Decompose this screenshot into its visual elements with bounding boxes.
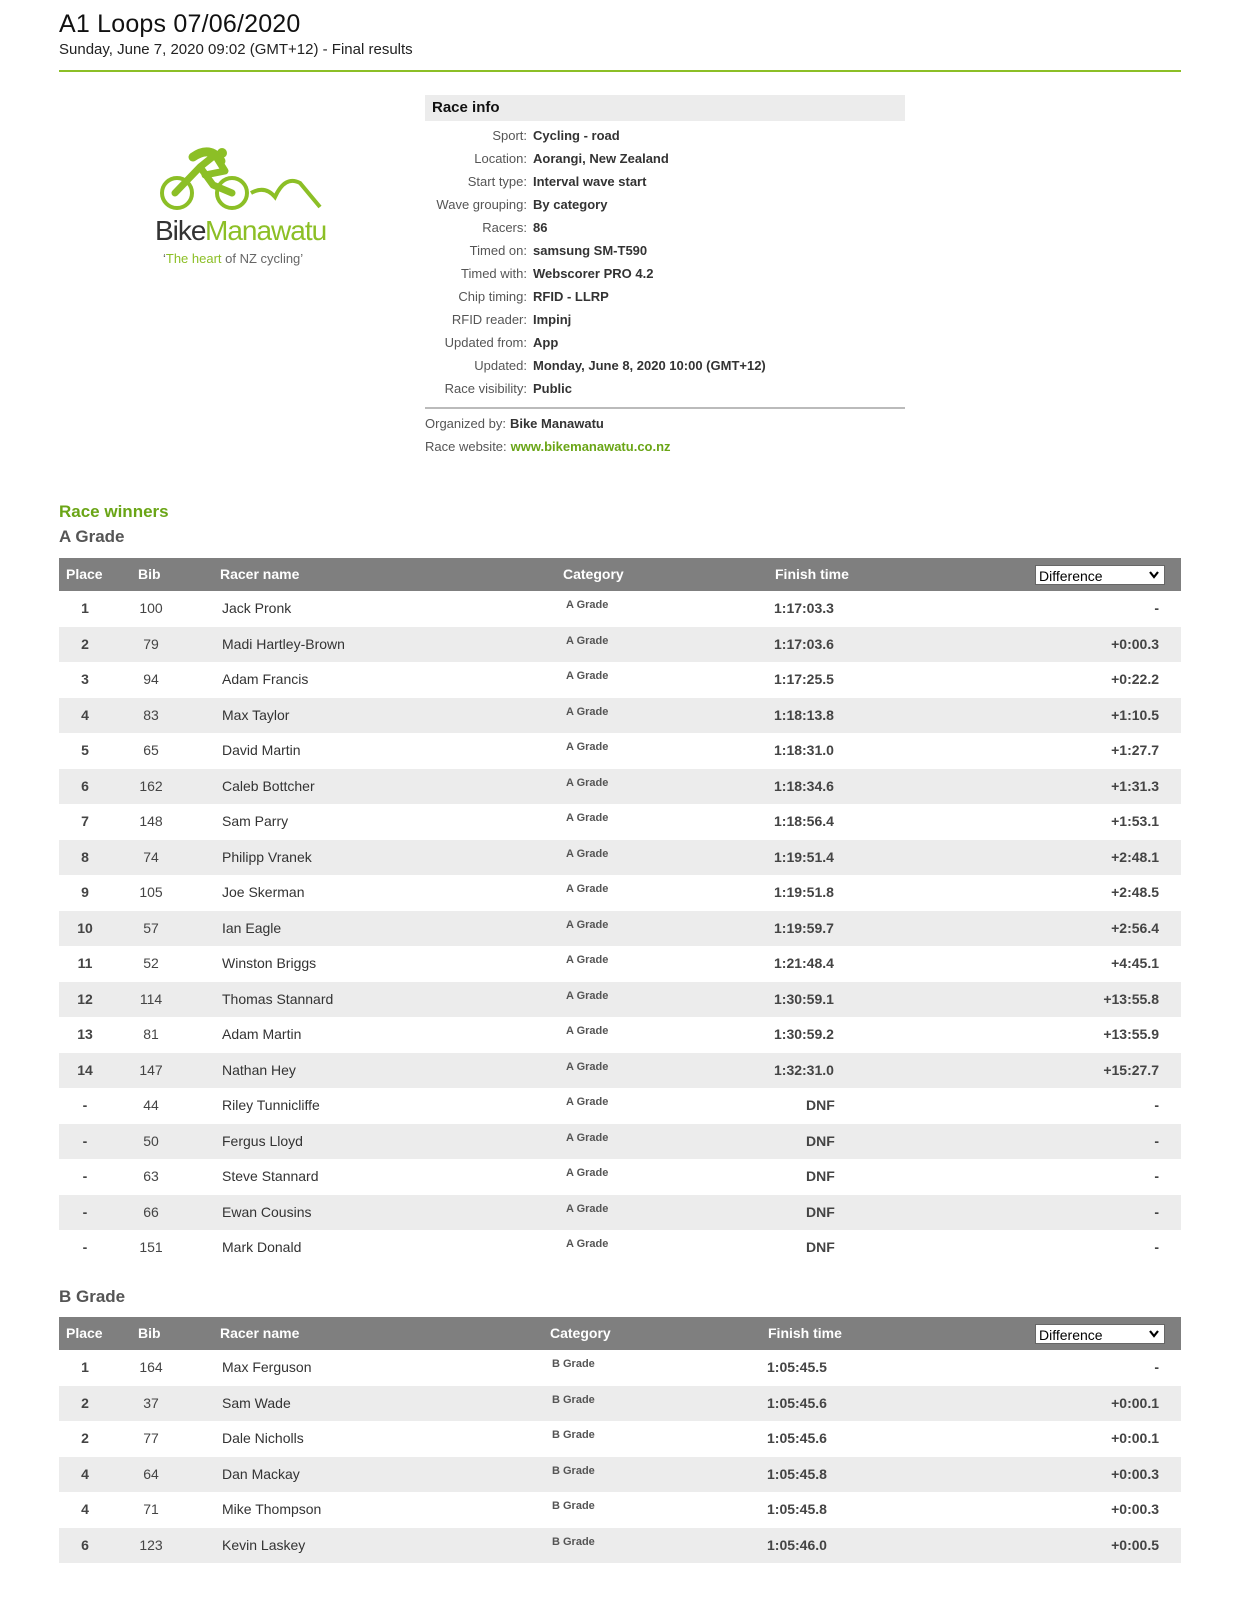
finish-time-cell: 1:17:03.6 — [774, 635, 834, 652]
race-info-label: Wave grouping: — [436, 197, 527, 212]
grade-title: B Grade — [59, 1287, 126, 1306]
racer-name-cell: Jack Pronk — [222, 600, 292, 616]
finish-time-cell: DNF — [806, 1132, 835, 1149]
race-info-label: Timed with: — [461, 266, 527, 281]
category-cell: A Grade — [566, 847, 609, 860]
category-cell: B Grade — [552, 1393, 595, 1406]
racer-name-cell: Adam Martin — [222, 1026, 302, 1042]
bib-cell: 83 — [143, 706, 159, 723]
racer-name-cell: Caleb Bottcher — [222, 777, 315, 794]
finish-time-cell: DNF — [806, 1097, 835, 1113]
difference-cell: +15:27.7 — [1103, 1061, 1159, 1078]
col-header-category[interactable]: Category — [563, 566, 624, 582]
category-cell: A Grade — [566, 918, 609, 931]
race-winners-heading: Race winners — [59, 502, 169, 521]
category-cell: A Grade — [566, 883, 609, 895]
finish-time-cell: 1:18:13.8 — [774, 706, 834, 723]
place-cell: 2 — [81, 1394, 89, 1411]
bib-cell: 147 — [139, 1061, 163, 1078]
place-cell: - — [82, 1097, 88, 1113]
table-row[interactable] — [59, 1159, 1181, 1195]
category-cell: A Grade — [566, 776, 609, 789]
racer-name-cell: Max Taylor — [222, 706, 290, 723]
race-info-value: samsung SM-T590 — [533, 243, 648, 258]
col-header-racer-name[interactable]: Racer name — [220, 566, 300, 582]
bib-cell: 66 — [143, 1203, 159, 1220]
place-cell: 7 — [81, 813, 89, 829]
page-title: A1 Loops 07/06/2020 — [59, 10, 301, 38]
place-cell: 2 — [81, 635, 89, 652]
race-info-label: Start type: — [467, 174, 527, 189]
difference-cell: +0:00.3 — [1111, 635, 1159, 652]
table-header — [59, 1317, 1181, 1350]
race-info-row — [425, 170, 905, 193]
place-cell: 1 — [81, 600, 89, 616]
race-info-panel — [425, 95, 905, 458]
race-info-divider — [425, 407, 905, 409]
racer-name-cell: Winston Briggs — [222, 955, 317, 971]
table-row[interactable] — [59, 840, 1181, 876]
race-info-row — [425, 354, 905, 377]
col-header-finish-time[interactable]: Finish time — [768, 1325, 842, 1341]
bib-cell: 105 — [139, 884, 163, 900]
race-info-label: Timed on: — [469, 243, 527, 258]
table-row[interactable] — [59, 591, 1181, 627]
category-cell: B Grade — [552, 1429, 595, 1441]
category-cell: A Grade — [566, 1096, 609, 1108]
col-header-bib[interactable]: Bib — [138, 566, 161, 582]
bike-manawatu-logo — [155, 145, 330, 270]
table-row[interactable] — [59, 1088, 1181, 1124]
difference-cell: +0:00.3 — [1111, 1501, 1159, 1517]
racer-name-cell: Adam Francis — [222, 671, 309, 687]
difference-cell: - — [1154, 1239, 1159, 1255]
racer-name-cell: Madi Hartley-Brown — [222, 635, 345, 652]
finish-time-cell: 1:18:31.0 — [774, 742, 834, 758]
race-info-label: Updated: — [474, 358, 527, 373]
difference-cell: +13:55.8 — [1103, 990, 1159, 1007]
table-row[interactable] — [59, 1457, 1181, 1493]
race-website-link[interactable]: www.bikemanawatu.co.nz — [510, 439, 671, 454]
race-info-row — [425, 308, 905, 331]
race-info-label: RFID reader: — [451, 312, 527, 327]
category-cell: A Grade — [566, 1238, 609, 1250]
place-cell: 10 — [77, 919, 93, 936]
place-cell: - — [82, 1132, 88, 1149]
category-cell: A Grade — [566, 812, 609, 824]
organized-by-value: Bike Manawatu — [509, 416, 604, 431]
finish-time-cell: 1:05:45.8 — [767, 1501, 827, 1517]
difference-cell: +1:27.7 — [1111, 742, 1159, 758]
table-row[interactable] — [59, 1230, 1181, 1266]
race-info-value: Webscorer PRO 4.2 — [533, 266, 654, 281]
finish-time-cell: 1:19:51.4 — [774, 848, 834, 865]
difference-select[interactable] — [1035, 565, 1165, 585]
racer-name-cell: Max Ferguson — [222, 1359, 312, 1375]
difference-cell: +1:53.1 — [1111, 813, 1159, 829]
race-info-value: By category — [533, 197, 608, 212]
table-row[interactable] — [59, 1421, 1181, 1457]
category-cell: A Grade — [566, 1202, 609, 1215]
bib-cell: 37 — [143, 1394, 159, 1411]
bib-cell: 123 — [139, 1536, 163, 1553]
race-info-row — [425, 377, 905, 400]
finish-time-cell: 1:05:45.6 — [767, 1394, 827, 1411]
category-cell: B Grade — [552, 1535, 595, 1548]
racer-name-cell: Philipp Vranek — [222, 848, 312, 865]
col-header-category[interactable]: Category — [550, 1325, 611, 1341]
race-info-label: Chip timing: — [458, 289, 527, 304]
category-cell: A Grade — [566, 705, 609, 718]
category-cell: A Grade — [566, 1131, 609, 1144]
difference-cell: +13:55.9 — [1103, 1026, 1159, 1042]
race-info-value: Interval wave start — [533, 174, 647, 189]
difference-cell: - — [1154, 1359, 1159, 1375]
difference-select-value: Difference — [1039, 1327, 1103, 1343]
table-row[interactable] — [59, 982, 1181, 1018]
race-info-label: Racers: — [482, 220, 527, 235]
place-cell: 6 — [81, 777, 89, 794]
racer-name-cell: Fergus Lloyd — [222, 1132, 303, 1149]
difference-select-value: Difference — [1039, 568, 1103, 584]
bib-cell: 164 — [139, 1359, 163, 1375]
finish-time-cell: 1:30:59.1 — [774, 990, 834, 1007]
difference-cell: +1:31.3 — [1111, 777, 1159, 794]
difference-cell: - — [1154, 1203, 1159, 1220]
finish-time-cell: 1:17:25.5 — [774, 671, 834, 687]
race-info-value: 86 — [533, 220, 548, 235]
chevron-down-icon — [1148, 566, 1160, 589]
category-cell: A Grade — [566, 1167, 609, 1179]
difference-cell: +0:00.3 — [1111, 1465, 1159, 1482]
table-row[interactable] — [59, 1124, 1181, 1160]
racer-name-cell: Mark Donald — [222, 1239, 302, 1255]
difference-cell: +0:22.2 — [1111, 671, 1159, 687]
bib-cell: 52 — [143, 955, 159, 971]
finish-time-cell: DNF — [806, 1203, 835, 1220]
racer-name-cell: Mike Thompson — [222, 1501, 322, 1517]
finish-time-cell: 1:17:03.3 — [774, 600, 834, 616]
difference-cell: +4:45.1 — [1111, 955, 1159, 971]
place-cell: - — [82, 1239, 88, 1255]
finish-time-cell: 1:18:56.4 — [774, 813, 834, 829]
table-row[interactable] — [59, 698, 1181, 734]
place-cell: 4 — [81, 1501, 89, 1517]
bib-cell: 65 — [143, 742, 159, 758]
category-cell: A Grade — [566, 741, 609, 753]
grade-title: A Grade — [59, 527, 125, 546]
col-header-bib[interactable]: Bib — [138, 1325, 161, 1341]
race-info-row — [425, 239, 905, 262]
race-info-value: Cycling - road — [533, 128, 620, 143]
place-cell: 2 — [81, 1430, 89, 1446]
table-row[interactable] — [59, 769, 1181, 805]
bib-cell: 77 — [143, 1430, 159, 1446]
race-info-value: Public — [533, 381, 573, 396]
table-row[interactable] — [59, 1350, 1181, 1386]
difference-cell: - — [1154, 1097, 1159, 1113]
table-row[interactable] — [59, 946, 1181, 982]
finish-time-cell: 1:18:34.6 — [774, 777, 834, 794]
category-cell: B Grade — [552, 1464, 595, 1477]
page-subtitle: Sunday, June 7, 2020 09:02 (GMT+12) - Final results — [59, 41, 413, 58]
category-cell: A Grade — [566, 599, 609, 611]
bib-cell: 162 — [139, 777, 163, 794]
race-info-value: Aorangi, New Zealand — [533, 151, 669, 166]
finish-time-cell: 1:32:31.0 — [774, 1061, 834, 1078]
racer-name-cell: Steve Stannard — [222, 1168, 319, 1184]
finish-time-cell: DNF — [806, 1168, 835, 1184]
place-cell: 9 — [81, 884, 89, 900]
bib-cell: 151 — [139, 1239, 163, 1255]
racer-name-cell: David Martin — [222, 742, 301, 758]
bib-cell: 74 — [143, 848, 159, 865]
difference-cell: - — [1154, 600, 1159, 616]
race-info-label: Sport: — [492, 128, 527, 143]
place-cell: 14 — [77, 1061, 93, 1078]
place-cell: 11 — [77, 955, 93, 971]
table-row[interactable] — [59, 1528, 1181, 1564]
racer-name-cell: Kevin Laskey — [222, 1536, 306, 1553]
racer-name-cell: Dan Mackay — [222, 1465, 300, 1482]
race-info-label: Race visibility: — [444, 381, 527, 396]
finish-time-cell: DNF — [806, 1239, 835, 1255]
difference-cell: +0:00.1 — [1111, 1430, 1159, 1446]
bib-cell: 94 — [143, 671, 159, 687]
race-info-value: Impinj — [533, 312, 572, 327]
col-header-finish-time[interactable]: Finish time — [775, 566, 849, 582]
place-cell: 6 — [81, 1536, 89, 1553]
race-info-row — [425, 147, 905, 170]
chevron-down-icon — [1148, 1325, 1160, 1348]
race-info-row — [425, 262, 905, 285]
place-cell: 13 — [77, 1026, 93, 1042]
race-info-row — [425, 216, 905, 239]
bib-cell: 81 — [143, 1026, 159, 1042]
place-cell: - — [82, 1168, 88, 1184]
racer-name-cell: Ewan Cousins — [222, 1203, 312, 1220]
racer-name-cell: Sam Parry — [222, 813, 289, 829]
racer-name-cell: Thomas Stannard — [222, 990, 334, 1007]
place-cell: 12 — [77, 990, 93, 1007]
table-row[interactable] — [59, 1017, 1181, 1053]
finish-time-cell: 1:21:48.4 — [774, 955, 834, 971]
difference-cell: +2:48.5 — [1111, 884, 1159, 900]
category-cell: B Grade — [552, 1358, 595, 1370]
table-row[interactable] — [59, 875, 1181, 911]
place-cell: 5 — [81, 742, 89, 758]
difference-cell: +0:00.5 — [1111, 1536, 1159, 1553]
category-cell: A Grade — [566, 1060, 609, 1073]
place-cell: 8 — [81, 848, 89, 865]
table-header — [59, 558, 1181, 591]
difference-cell: +2:56.4 — [1111, 919, 1159, 936]
organized-by-label: Organized by: — [425, 416, 506, 431]
category-cell: A Grade — [566, 954, 609, 966]
finish-time-cell: 1:19:59.7 — [774, 919, 834, 936]
place-cell: 4 — [81, 706, 89, 723]
table-row[interactable] — [59, 733, 1181, 769]
category-cell: A Grade — [566, 989, 609, 1002]
table-row[interactable] — [59, 1195, 1181, 1231]
bib-cell: 50 — [143, 1132, 159, 1149]
place-cell: 3 — [81, 671, 89, 687]
results-table — [59, 558, 1181, 1266]
bib-cell: 63 — [143, 1168, 159, 1184]
svg-text:Manawatu: Manawatu — [205, 215, 327, 246]
bib-cell: 100 — [139, 600, 163, 616]
race-info-row — [425, 285, 905, 308]
col-header-place[interactable]: Place — [66, 1325, 103, 1341]
race-info-label: Updated from: — [444, 335, 527, 350]
race-info-row — [425, 193, 905, 216]
category-cell: A Grade — [566, 1025, 609, 1037]
svg-text:Bike: Bike — [155, 215, 206, 246]
bib-cell: 44 — [143, 1097, 159, 1113]
difference-cell: +1:10.5 — [1111, 706, 1159, 723]
racer-name-cell: Riley Tunnicliffe — [222, 1097, 320, 1113]
place-cell: 4 — [81, 1465, 89, 1482]
table-row[interactable] — [59, 1053, 1181, 1089]
header-divider — [59, 70, 1181, 72]
category-cell: A Grade — [566, 634, 609, 647]
bib-cell: 79 — [143, 635, 159, 652]
racer-name-cell: Nathan Hey — [222, 1061, 296, 1078]
difference-select[interactable] — [1035, 1324, 1165, 1344]
racer-name-cell: Joe Skerman — [222, 884, 305, 900]
finish-time-cell: 1:30:59.2 — [774, 1026, 834, 1042]
organized-by — [425, 412, 905, 435]
category-cell: A Grade — [566, 670, 609, 682]
table-row[interactable] — [59, 1386, 1181, 1422]
place-cell: 1 — [81, 1359, 89, 1375]
bib-cell: 148 — [139, 813, 163, 829]
finish-time-cell: 1:05:45.6 — [767, 1430, 827, 1446]
table-row[interactable] — [59, 1492, 1181, 1528]
race-info-row — [425, 124, 905, 147]
difference-cell: - — [1154, 1132, 1159, 1149]
racer-name-cell: Sam Wade — [222, 1394, 291, 1411]
svg-text:‘The heart of NZ cycling’: ‘The heart of NZ cycling’ — [163, 251, 304, 266]
difference-cell: +2:48.1 — [1111, 848, 1159, 865]
race-info-heading: Race info — [425, 95, 905, 121]
finish-time-cell: 1:19:51.8 — [774, 884, 834, 900]
difference-cell: +0:00.1 — [1111, 1394, 1159, 1411]
difference-cell: - — [1154, 1168, 1159, 1184]
finish-time-cell: 1:05:45.8 — [767, 1465, 827, 1482]
bib-cell: 64 — [143, 1465, 159, 1482]
race-info-value: Monday, June 8, 2020 10:00 (GMT+12) — [533, 358, 766, 373]
col-header-place[interactable]: Place — [66, 566, 103, 582]
table-row[interactable] — [59, 662, 1181, 698]
race-info-value: RFID - LLRP — [533, 289, 609, 304]
table-row[interactable] — [59, 911, 1181, 947]
race-website-label: Race website: — [425, 439, 507, 454]
cyclist-logo-icon — [155, 145, 330, 270]
place-cell: - — [82, 1203, 88, 1220]
col-header-racer-name[interactable]: Racer name — [220, 1325, 300, 1341]
bib-cell: 57 — [143, 919, 159, 936]
race-website — [425, 435, 905, 458]
race-info-value: App — [533, 335, 559, 350]
bib-cell: 114 — [139, 990, 163, 1007]
bib-cell: 71 — [143, 1501, 159, 1517]
racer-name-cell: Dale Nicholls — [222, 1430, 304, 1446]
race-info-row — [425, 331, 905, 354]
table-row[interactable] — [59, 627, 1181, 663]
category-cell: B Grade — [552, 1500, 595, 1512]
racer-name-cell: Ian Eagle — [222, 919, 282, 936]
table-row[interactable] — [59, 804, 1181, 840]
race-info-label: Location: — [474, 151, 527, 166]
finish-time-cell: 1:05:45.5 — [767, 1359, 827, 1375]
finish-time-cell: 1:05:46.0 — [767, 1536, 827, 1553]
results-table — [59, 1317, 1181, 1563]
